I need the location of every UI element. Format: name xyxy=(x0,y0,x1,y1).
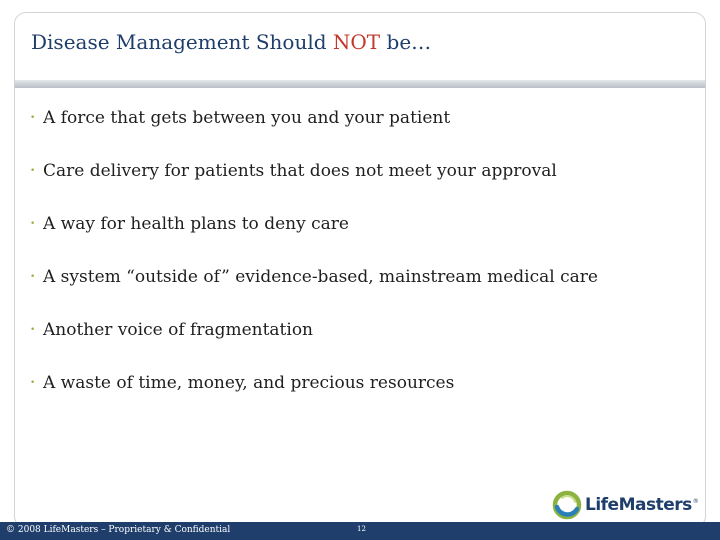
bullet-dot-icon: • xyxy=(30,272,36,282)
logo-registered-mark: ® xyxy=(692,498,699,505)
company-logo xyxy=(552,488,699,522)
bullet-text: A system “outside of” evidence-based, mainstream medical care xyxy=(43,267,598,287)
footer-bar xyxy=(0,522,720,540)
footer-copyright: © 2008 LifeMasters – Proprietary & Confidential xyxy=(6,525,231,535)
logo-rings-icon xyxy=(552,490,582,520)
bullet-dot-icon: • xyxy=(30,325,36,335)
title-emphasis: NOT xyxy=(332,30,381,54)
title-separator xyxy=(15,80,705,88)
bullet-dot-icon: • xyxy=(30,166,36,176)
bullet-text: A waste of time, money, and precious resources xyxy=(43,373,455,393)
logo-wordmark: LifeMasters xyxy=(585,495,692,515)
title-prefix: Disease Management Should xyxy=(31,30,333,54)
bullet-dot-icon: • xyxy=(30,378,36,388)
page-number: 12 xyxy=(357,525,366,533)
bullet-dot-icon: • xyxy=(30,113,36,123)
bullet-dot-icon: • xyxy=(30,219,36,229)
bullet-text: Care delivery for patients that does not meet your approval xyxy=(43,161,557,181)
slide-title xyxy=(31,30,431,54)
title-suffix: be… xyxy=(380,30,432,54)
bullet-text: A way for health plans to deny care xyxy=(43,214,349,234)
bullet-text: Another voice of fragmentation xyxy=(43,320,314,340)
bullet-text: A force that gets between you and your patient xyxy=(43,108,451,128)
